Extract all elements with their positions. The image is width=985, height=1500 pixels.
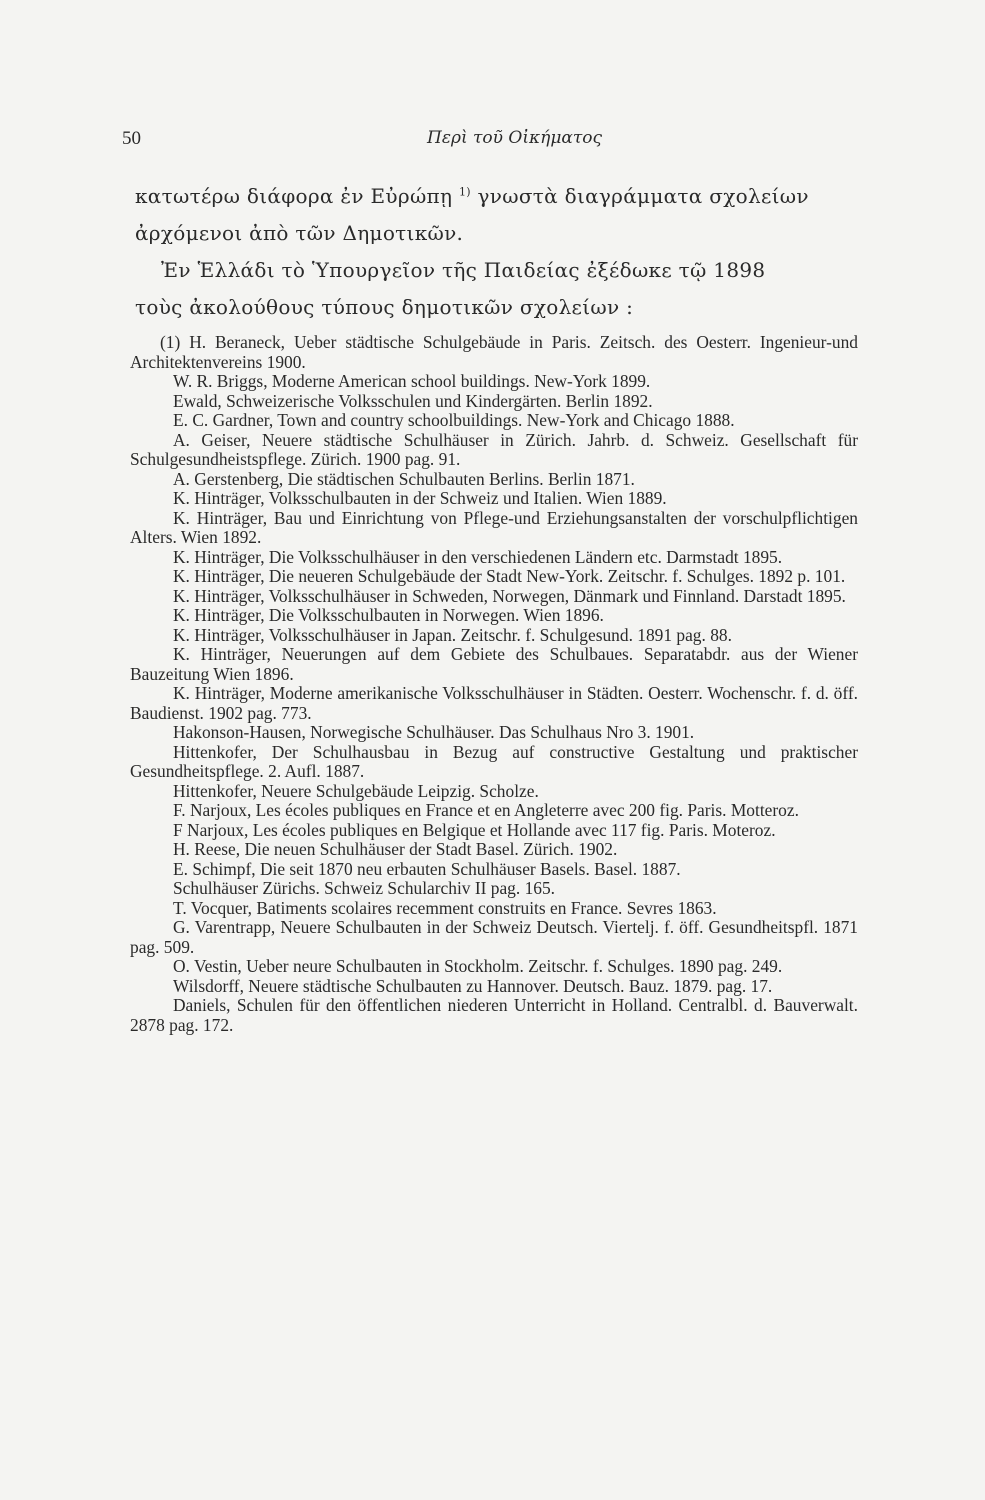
footnote-references (130, 333, 858, 1035)
reference-item: K. Hinträger, Volksschulhäuser in Japan. Zeitschr. f. Schulgesund. 1891 pag. 88. (173, 624, 732, 645)
reference-item: Hakonson-Hausen, Norwegische Schulhäuser. Das Schulhaus Nro 3. 1901. (173, 722, 695, 742)
page-header (122, 128, 862, 156)
main-text-line-1-end: γνωστὰ διαγράμματα σχολείων (470, 184, 809, 208)
footnote-marker: 1) (458, 185, 471, 199)
reference-item: Daniels, Schulen für den öffentlichen niederen Unterricht in Holland. Centralbl. d. Bauverwalt. 2878 pag. 172. (130, 995, 858, 1035)
reference-item: K. Hinträger, Die neueren Schulgebäude der Stadt New-York. Zeitschr. f. Schulges. 1892 p. 101. (173, 566, 846, 586)
reference-item: (1) H. Beraneck, Ueber städtische Schulgebäude in Paris. Zeitsch. des Oesterr. Ingenieur-und Architektenvereins 1900. (130, 332, 858, 372)
reference-item: Hittenkofer, Der Schulhausbau in Bezug auf constructive Gestaltung und praktischer Gesundheitspflege. 2. Aufl. 1887. (130, 741, 858, 781)
reference-item: T. Vocquer, Batiments scolaires recemment construits en France. Sevres 1863. (173, 897, 717, 918)
reference-item: Wilsdorff, Neuere städtische Schulbauten zu Hannover. Deutsch. Bauz. 1879. pag. 17. (173, 975, 773, 996)
reference-item: O. Vestin, Ueber neure Schulbauten in Stockholm. Zeitschr. f. Schulges. 1890 pag. 249. (173, 956, 783, 976)
reference-item: F Narjoux, Les écoles publiques en Belgique et Hollande avec 117 fig. Paris. Moteroz. (173, 819, 776, 840)
main-text-line-1-start: κατωτέρω διάφορα ἐν Εὐρώπῃ (135, 184, 453, 208)
reference-item: K. Hinträger, Bau und Einrichtung von Pflege-und Erziehungsanstalten der vorschulpflichtigen Alters. Wien 1892. (130, 507, 858, 547)
reference-item: K. Hinträger, Moderne amerikanische Volksschulhäuser in Städten. Oesterr. Wochenschr. f. d. öff. Baudienst. 1902 pag. 773. (130, 683, 858, 723)
reference-item: Hittenkofer, Neuere Schulgebäude Leipzig. Scholze. (173, 780, 539, 801)
reference-item: G. Varentrapp, Neuere Schulbauten in der Schweiz Deutsch. Viertelj. f. öff. Gesundheitspfl. 1871 pag. 509. (130, 917, 858, 957)
running-title: Περὶ τοῦ Οἰκήματος (427, 128, 603, 148)
reference-item: E. Schimpf, Die seit 1870 neu erbauten Schulhäuser Basels. Basel. 1887. (173, 858, 681, 879)
main-text-line-1 (135, 178, 857, 215)
main-text-line-3: Ἐν Ἑλλάδι τὸ Ὑπουργεῖον τῆς Παιδείας ἐξέδωκε τῷ 1898 (161, 258, 766, 282)
reference-item: E. C. Gardner, Town and country schoolbuildings. New-York and Chicago 1888. (173, 410, 735, 430)
main-text (135, 178, 857, 326)
reference-item: F. Narjoux, Les écoles publiques en France et en Angleterre avec 200 fig. Paris. Motteroz. (173, 800, 799, 820)
reference-item: Ewald, Schweizerische Volksschulen und Kindergärten. Berlin 1892. (173, 390, 653, 411)
reference-item: Schulhäuser Zürichs. Schweiz Schularchiv II pag. 165. (173, 878, 556, 898)
main-text-line-2: ἀρχόμενοι ἀπὸ τῶν Δημοτικῶν. (135, 221, 464, 245)
page-number: 50 (122, 128, 141, 149)
reference-item: A. Geiser, Neuere städtische Schulhäuser in Zürich. Jahrb. d. Schweiz. Gesellschaft für Schulgesundheistspflege. Zürich. 1900 pag. 91. (130, 429, 858, 469)
reference-item: K. Hinträger, Die Volksschulhäuser in den verschiedenen Ländern etc. Darmstadt 1895. (173, 546, 783, 567)
reference-item: K. Hinträger, Neuerungen auf dem Gebiete des Schulbaues. Separatabdr. aus der Wiener Bauzeitung Wien 1896. (130, 644, 858, 684)
main-text-line-4: τοὺς ἀκολούθους τύπους δημοτικῶν σχολείων : (135, 295, 634, 319)
reference-item: K. Hinträger, Die Volksschulbauten in Norwegen. Wien 1896. (173, 605, 604, 625)
reference-item: K. Hinträger, Volksschulbauten in der Schweiz und Italien. Wien 1889. (173, 488, 667, 508)
reference-item: K. Hinträger, Volksschulhäuser in Schweden, Norwegen, Dänmark und Finnland. Darstadt 1895. (173, 585, 846, 606)
reference-item: W. R. Briggs, Moderne American school buildings. New-York 1899. (173, 371, 651, 391)
reference-item: H. Reese, Die neuen Schulhäuser der Stadt Basel. Zürich. 1902. (173, 839, 618, 859)
reference-item: A. Gerstenberg, Die städtischen Schulbauten Berlins. Berlin 1871. (173, 468, 635, 489)
